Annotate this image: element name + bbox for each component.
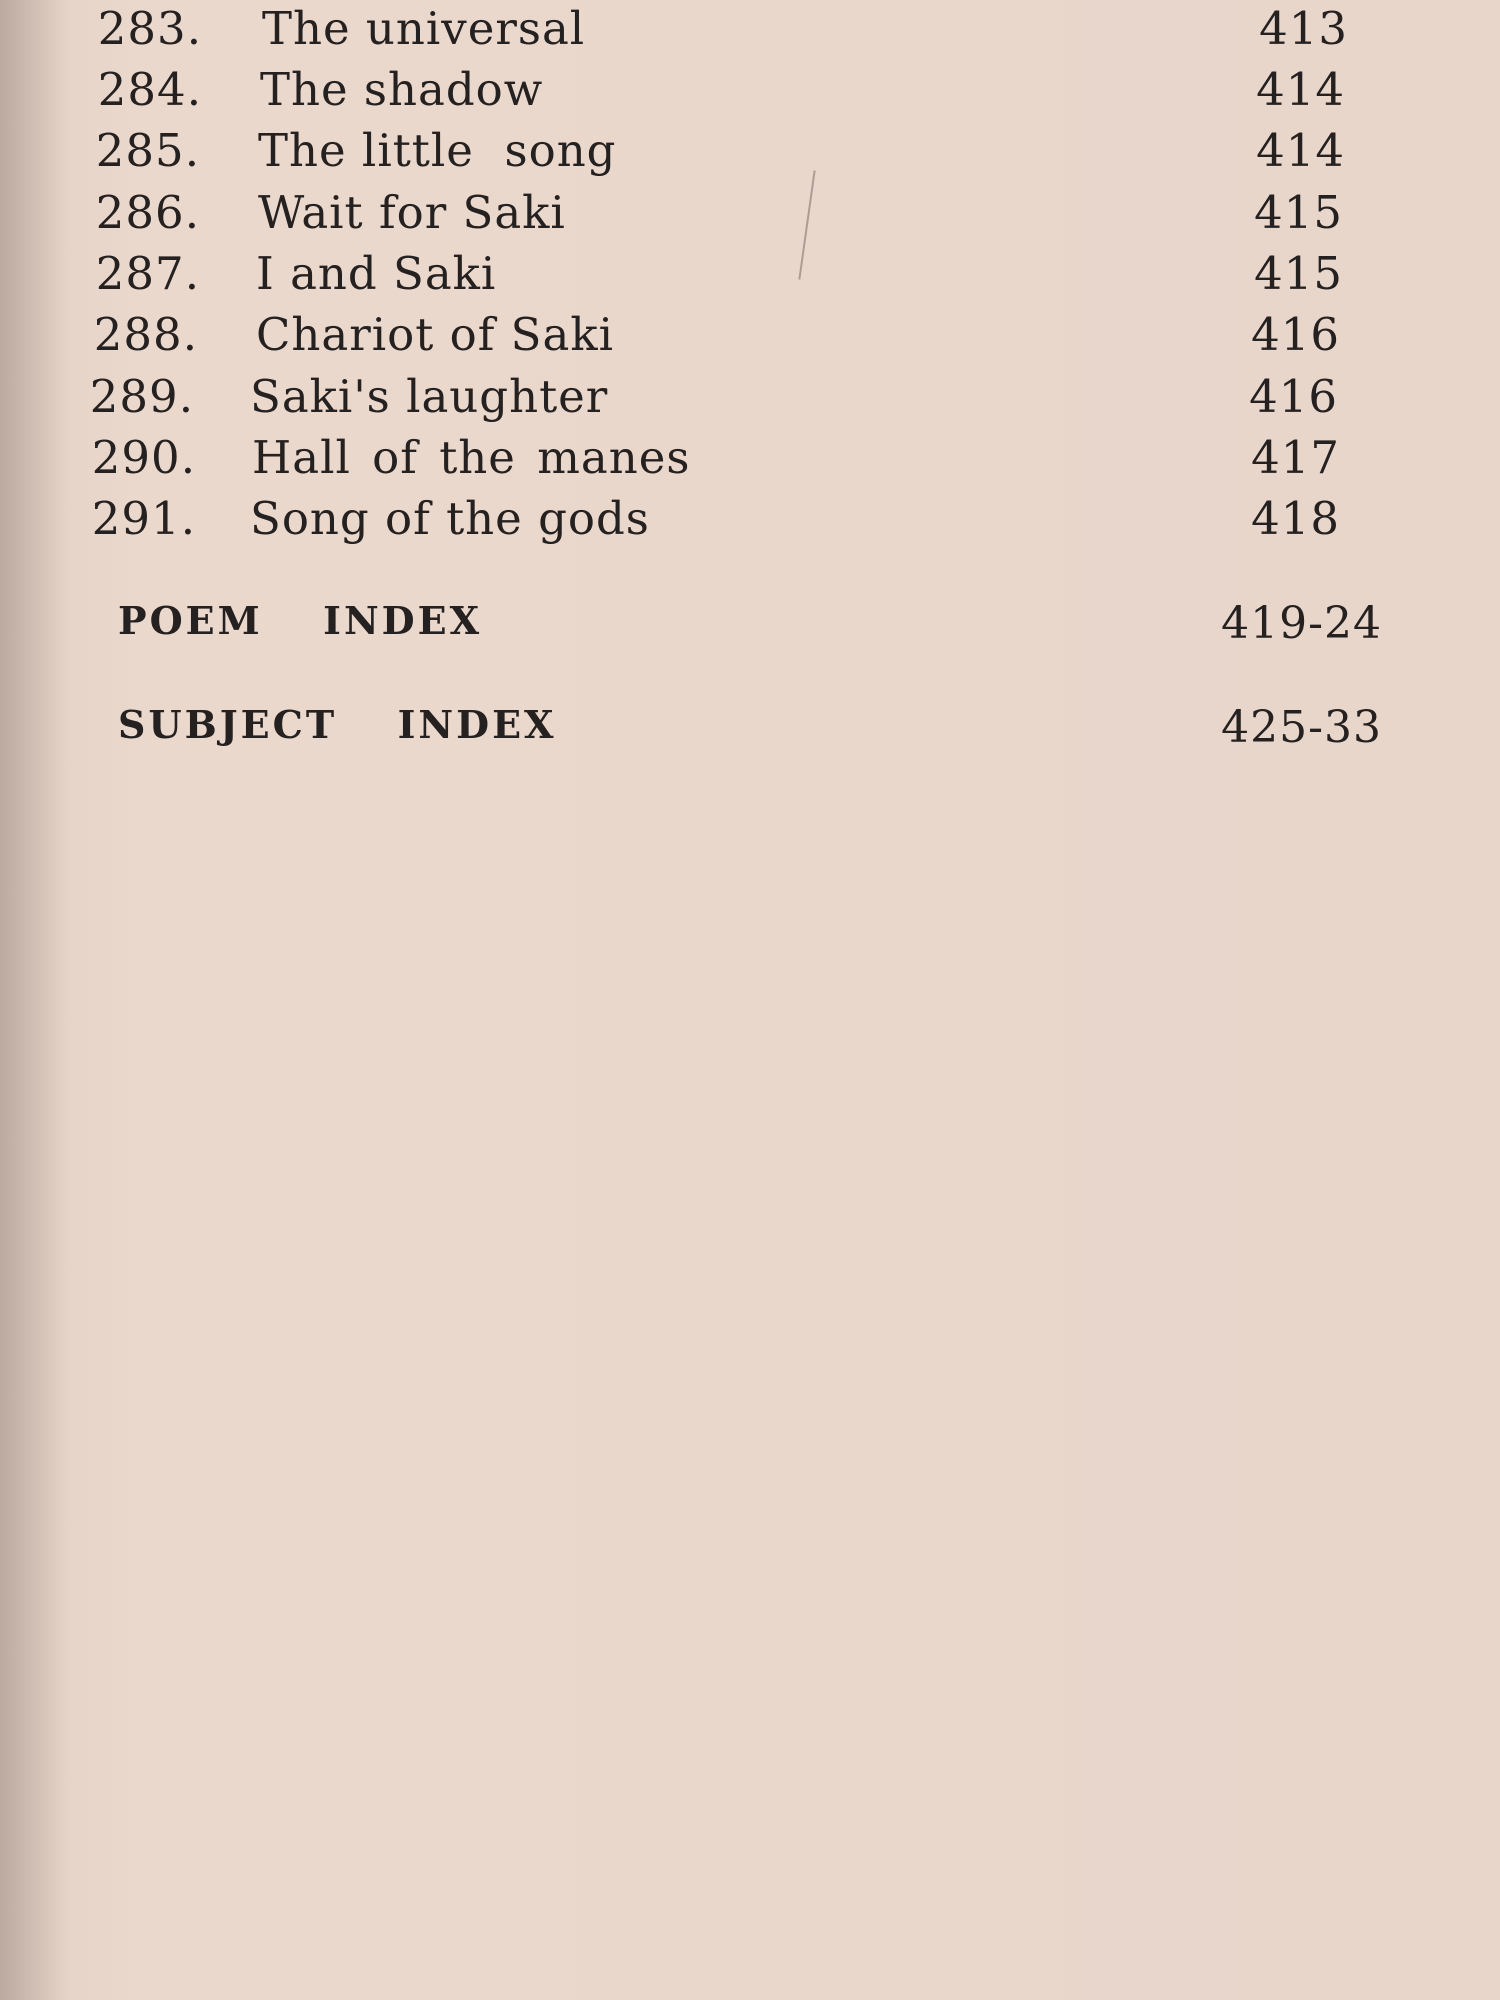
entry-number: 291. [91,492,196,545]
entry-title: Wait for Saki [258,186,566,239]
entry-title: Hall of the manes [252,431,691,484]
entry-title: The universal [262,2,586,55]
entry-page: 414 [1256,124,1345,177]
entry-number: 287. [95,247,200,300]
toc-entry [0,431,1500,491]
entry-title: The shadow [260,63,544,116]
entry-number: 283. [97,2,202,55]
entry-title: Saki's laughter [250,370,609,423]
entry-title: The little song [258,124,617,177]
entry-title: I and Saki [256,247,497,300]
section-page: 425-33 [1221,702,1382,753]
section-title: SUBJECT INDEX [118,702,557,747]
section-title: POEM INDEX [118,598,483,643]
toc-entry [0,247,1500,307]
entry-number: 286. [95,186,200,239]
toc-entry [0,370,1500,430]
entry-number: 288. [93,308,198,361]
entry-page: 416 [1251,308,1340,361]
entry-page: 413 [1259,2,1348,55]
toc-section-subject-index [0,702,1500,762]
toc-entry [0,308,1500,368]
toc-entry [0,186,1500,246]
toc-entry [0,124,1500,184]
toc-entry [0,2,1500,62]
entry-title: Chariot of Saki [256,308,614,361]
entry-number: 285. [95,124,200,177]
toc-entry [0,63,1500,123]
entry-title: Song of the gods [250,492,650,545]
entry-number: 289. [89,370,194,423]
toc-section-poem-index [0,598,1500,658]
entry-number: 284. [97,63,202,116]
entry-page: 417 [1251,431,1340,484]
entry-page: 415 [1254,247,1343,300]
entry-page: 418 [1251,492,1340,545]
entry-page: 416 [1249,370,1338,423]
section-page: 419-24 [1221,598,1382,649]
entry-page: 415 [1254,186,1343,239]
entry-number: 290. [91,431,196,484]
toc-entry [0,492,1500,552]
entry-page: 414 [1256,63,1345,116]
